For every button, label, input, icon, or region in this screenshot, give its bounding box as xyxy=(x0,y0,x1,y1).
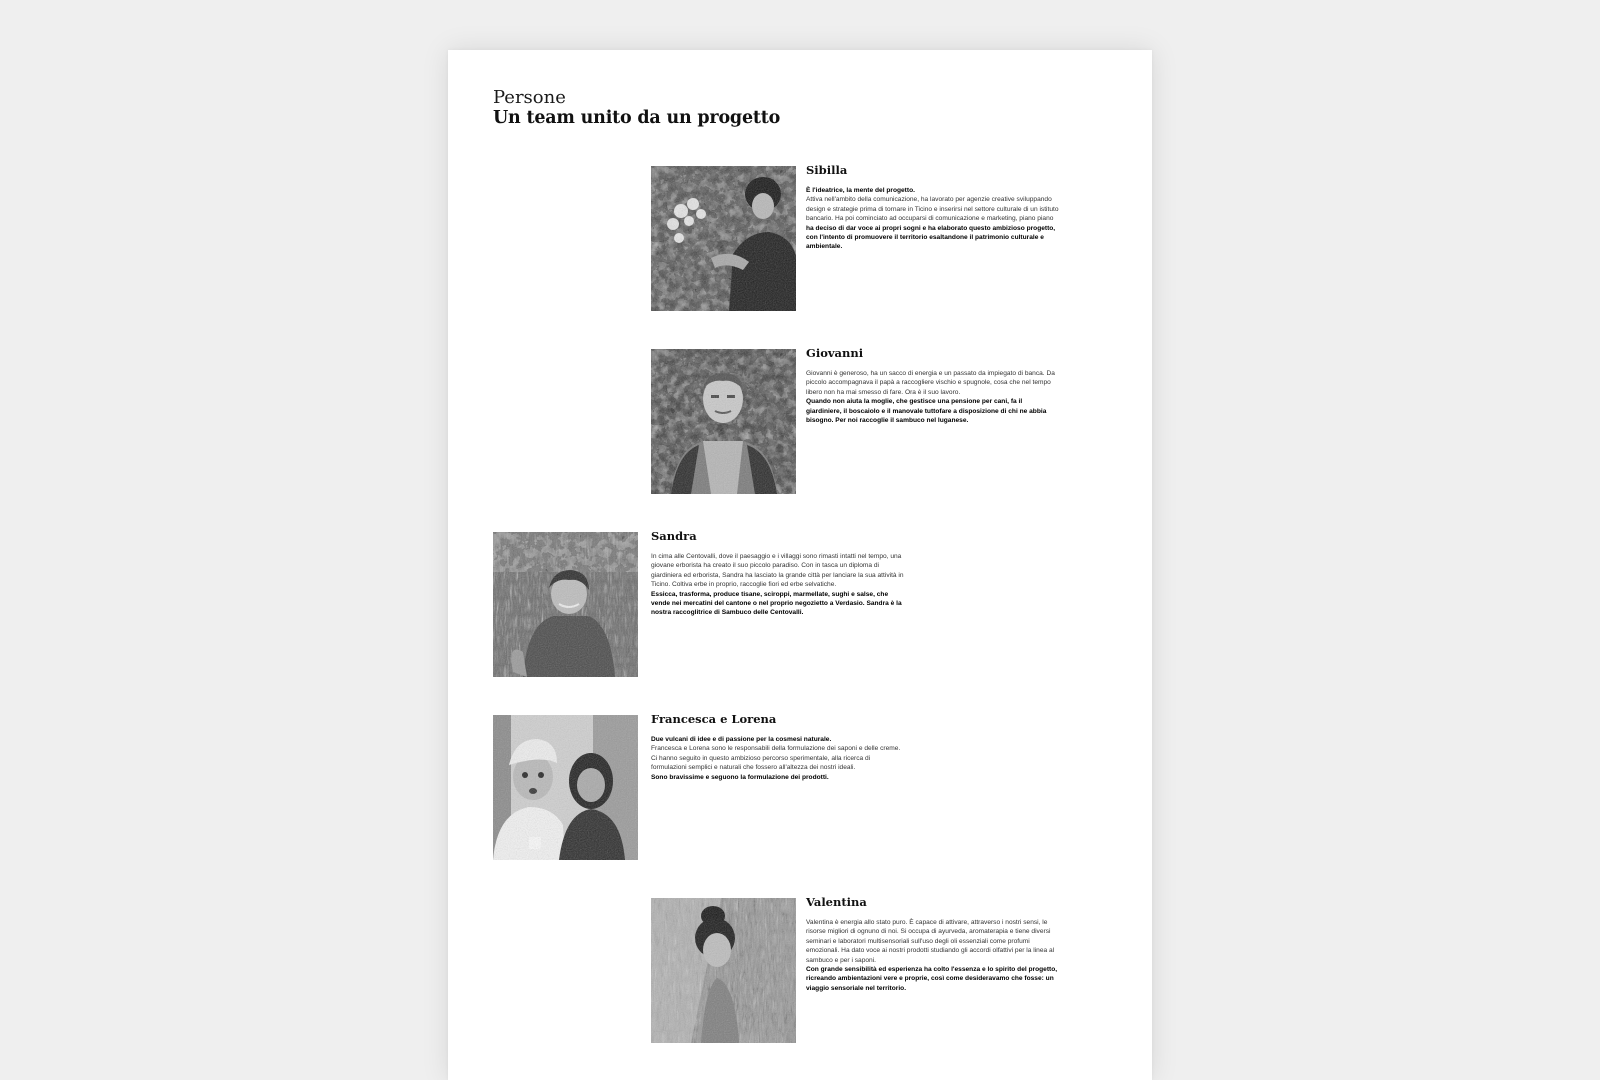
bio-text: Francesca e Lorena sono le responsabili della formulazione dei saponi e delle creme. Ci hanno seguito in questo ambizioso percorso sperimentale, alla ricerca di formulazioni semplici e naturali che fossero all'altezza dei nostri ideali. xyxy=(651,745,901,772)
person-name: Sandra xyxy=(651,529,697,543)
person-bio xyxy=(651,735,904,782)
bio-highlight: ha deciso di dar voce ai propri sogni e ha elaborato questo ambizioso progetto, con l'intento di promuovere il territorio esaltandone il patrimonio culturale e ambientale. xyxy=(806,224,1056,251)
photo-giovanni xyxy=(651,349,796,494)
bio-highlight: Quando non aiuta la moglie, che gestisce una pensione per cani, fa il giardiniere, il boscaiolo e il manovale tuttofare a disposizione di chi ne abbia bisogno. Per noi raccoglie il sambuco nel luganese. xyxy=(806,398,1047,425)
bio-francesca-lorena xyxy=(651,712,904,782)
person-bio xyxy=(651,552,904,618)
section-kicker: Persone xyxy=(493,87,566,108)
valentina-portrait-icon xyxy=(651,898,796,1043)
sandra-portrait-icon xyxy=(493,532,638,677)
person-bio xyxy=(806,369,1059,425)
section-title: Un team unito da un progetto xyxy=(493,108,781,128)
bio-sibilla xyxy=(806,163,1059,252)
sibilla-portrait-icon xyxy=(651,166,796,311)
bio-highlight: Con grande sensibilità ed esperienza ha colto l'essenza e lo spirito del progetto, ricreando ambientazioni vere e proprie, così come desideravamo che fosse: un viaggio sensoriale nel territorio. xyxy=(806,966,1058,992)
photo-sandra xyxy=(493,532,638,677)
francesca-lorena-portrait-icon xyxy=(493,715,638,860)
bio-highlight: È l'ideatrice, la mente del progetto. xyxy=(806,187,915,194)
photo-sibilla xyxy=(651,166,796,311)
person-bio xyxy=(806,918,1059,993)
person-name: Francesca e Lorena xyxy=(651,712,777,726)
document-sheet xyxy=(448,50,1152,1080)
person-name: Giovanni xyxy=(806,346,864,360)
person-bio xyxy=(806,186,1059,252)
photo-francesca-lorena xyxy=(493,715,638,860)
photo-valentina xyxy=(651,898,796,1043)
bio-sandra xyxy=(651,529,904,618)
bio-valentina xyxy=(806,895,1059,993)
giovanni-portrait-icon xyxy=(651,349,796,494)
bio-highlight: Due vulcani di idee e di passione per la cosmesi naturale. xyxy=(651,736,832,743)
bio-highlight: Essicca, trasforma, produce tisane, sciroppi, marmellate, sughi e salse, che vende nei mercatini del cantone o nel proprio negozietto a Verdasio. Sandra è la nostra raccoglitrice di Sambuco delle Centovalli. xyxy=(651,590,902,617)
bio-text: Attiva nell'ambito della comunicazione, ha lavorato per agenzie creative sviluppando design e strategie prima di tornare in Ticino e inserirsi nel settore culturale di un istituto bancario. Ha poi cominciato ad occuparsi di comunicazione e marketing, piano piano xyxy=(806,196,1059,223)
bio-giovanni xyxy=(806,346,1059,425)
bio-text: Valentina è energia allo stato puro. È capace di attivare, attraverso i nostri sensi, le risorse migliori di ognuno di noi. Si occupa di ayurveda, aromaterapia e tiene diversi seminari e laboratori multisensoriali sull'uso degli oli essenziali come profumi emozionali. Ha dato voce ai nostri prodotti studiando gli accordi olfattivi per la linea al sambuco e per i saponi. xyxy=(806,919,1055,964)
person-name: Valentina xyxy=(806,895,867,909)
section-header xyxy=(493,88,780,128)
bio-text: Giovanni è generoso, ha un sacco di energia e un passato da impiegato di banca. Da piccolo accompagnava il papà a raccogliere vischio e spugnole, cosa che nel tempo libero non ha mai smesso di fare. Ora è il suo lavoro. xyxy=(806,370,1055,396)
bio-highlight: Sono bravissime e seguono la formulazione dei prodotti. xyxy=(651,773,829,781)
person-name: Sibilla xyxy=(806,163,848,177)
bio-text: In cima alle Centovalli, dove il paesaggio e i villaggi sono rimasti intatti nel tempo, una giovane erborista ha creato il suo piccolo paradiso. Con in tasca un diploma di giardiniera ed erborista, Sandra ha lasciato la grande città per lanciare la sua attività in Ticino. Coltiva erbe in proprio, raccoglie fiori ed erbe selvatiche. xyxy=(651,553,904,589)
